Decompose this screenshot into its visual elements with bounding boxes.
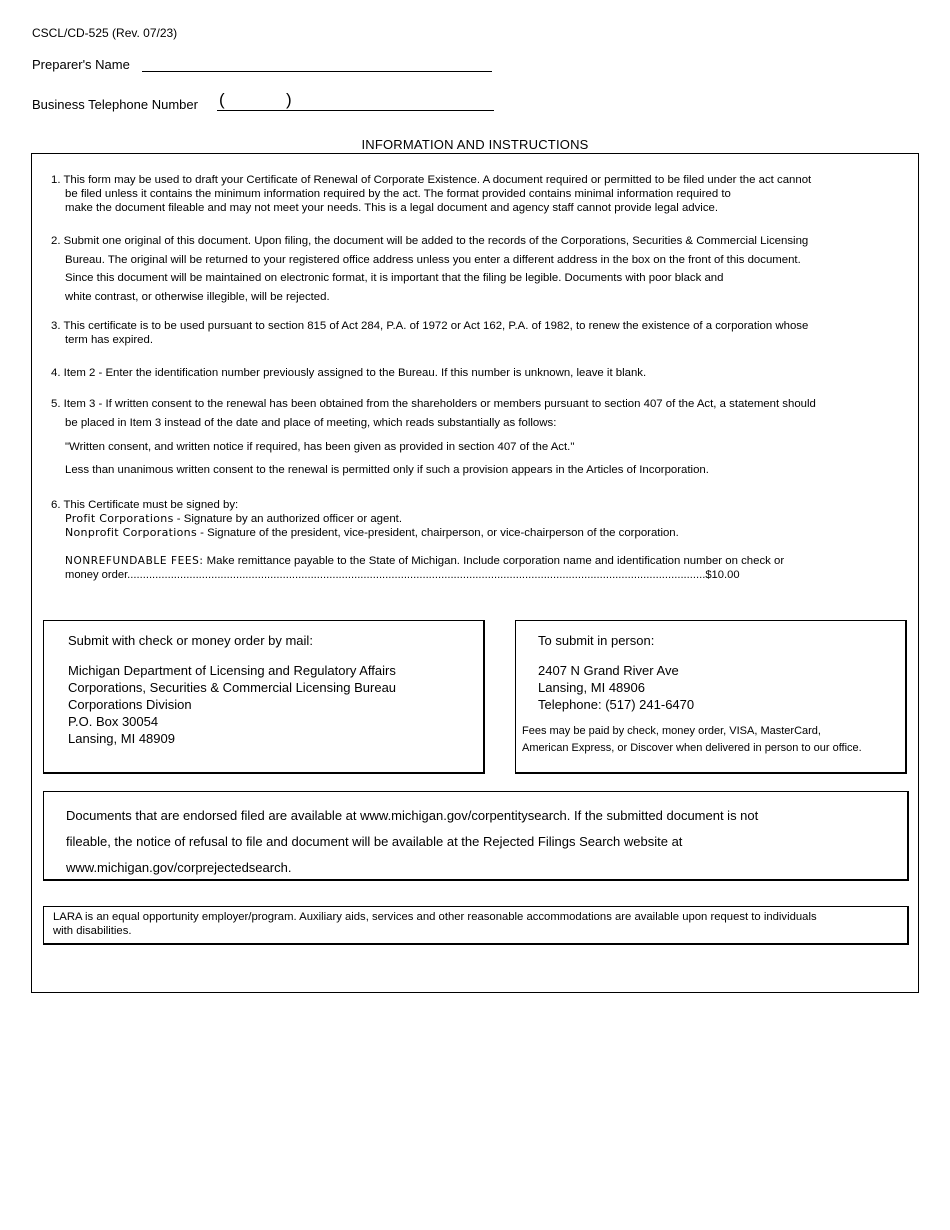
mail-submission-box [43, 620, 485, 774]
instruction-5-line: 5. Item 3 - If written consent to the renewal has been obtained from the shareholders or members pursuant to section 407 of the Act, a statement should [51, 398, 816, 410]
instruction-5-line: Less than unanimous written consent to the renewal is permitted only if such a provision appears in the Articles of Incorporation. [65, 464, 709, 476]
instruction-3-line: 3. This certificate is to be used pursuant to section 815 of Act 284, P.A. of 1972 or Act 162, P.A. of 1982, to renew the existence of a corporation whose [51, 320, 809, 332]
written-consent-statement: "Written consent, and written notice if required, has been given as provided in section 407 of the Act." [65, 441, 575, 453]
in-person-address-line: Telephone: (517) 241-6470 [538, 697, 695, 712]
mail-address-line: Lansing, MI 48909 [68, 731, 175, 746]
eeo-line: LARA is an equal opportunity employer/program. Auxiliary aids, services and other reasonable accommodations are available upon request to individuals [53, 911, 817, 923]
mail-heading: Submit with check or money order by mail: [68, 633, 313, 648]
in-person-heading: To submit in person: [538, 633, 655, 648]
instruction-1-line: be filed unless it contains the minimum information required by the act. The format provided contains minimal information required to [65, 188, 731, 200]
instruction-3 [51, 319, 808, 347]
profit-signature-rule [51, 512, 679, 526]
in-person-address [538, 662, 694, 713]
eeo-statement-box [43, 906, 909, 945]
instruction-4: 4. Item 2 - Enter the identification number previously assigned to the Bureau. If this number is unknown, leave it blank. [51, 367, 647, 379]
in-person-address-line: 2407 N Grand River Ave [538, 663, 679, 678]
eeo-statement-text [53, 910, 817, 938]
fee-amount-line: money order..........................................................................................................................................................................................$10.00 [65, 569, 740, 581]
in-person-address-line: Lansing, MI 48906 [538, 680, 645, 695]
phone-area-open: ( [219, 90, 225, 109]
instruction-2-line: Bureau. The original will be returned to your registered office address unless you enter a different address in the box on the front of this document. [65, 253, 801, 266]
endorsed-documents-box [43, 791, 909, 881]
endorsed-documents-text [66, 803, 758, 881]
profit-label: Profit Corporations [65, 512, 174, 525]
nonprofit-signature-rule [51, 526, 679, 540]
preparer-name-label: Preparer's Name [32, 57, 130, 72]
endorsed-line: www.michigan.gov/corprejectedsearch. [66, 860, 292, 875]
fees-label: NONREFUNDABLE FEES: [65, 555, 204, 567]
section-title: INFORMATION AND INSTRUCTIONS [361, 137, 589, 152]
phone-label: Business Telephone Number [32, 97, 198, 112]
eeo-line: with disabilities. [53, 925, 132, 937]
endorsed-line: fileable, the notice of refusal to file and document will be available at the Rejected Filings Search website at [66, 834, 683, 849]
profit-text: - Signature by an authorized officer or agent. [173, 513, 402, 525]
instruction-2-line: white contrast, or otherwise illegible, will be rejected. [65, 291, 330, 304]
instruction-2-line: Since this document will be maintained on electronic format, it is important that the filing be legible. Documents with poor black and [65, 272, 724, 285]
instruction-5 [51, 397, 816, 477]
mail-address-line: Michigan Department of Licensing and Regulatory Affairs [68, 663, 396, 678]
instruction-6 [51, 498, 679, 540]
mail-address-line: P.O. Box 30054 [68, 714, 159, 729]
instruction-1-line: 1. This form may be used to draft your Certificate of Renewal of Corporate Existence. A document required or permitted to be filed under the act cannot [51, 174, 812, 186]
in-person-box [515, 620, 907, 774]
nonprofit-text: - Signature of the president, vice-president, chairperson, or vice-chairperson of the corporation. [196, 527, 679, 539]
fees-section [65, 554, 865, 582]
instruction-1 [51, 173, 811, 215]
instruction-5-line: be placed in Item 3 instead of the date and place of meeting, which reads substantially as follows: [65, 417, 557, 429]
fees-text: Make remittance payable to the State of Michigan. Include corporation name and identification number on check or [203, 555, 785, 567]
instruction-1-line: make the document fileable and may not meet your needs. This is a legal document and agency staff cannot provide legal advice. [65, 202, 719, 214]
payment-note-line: American Express, or Discover when delivered in person to our office. [522, 742, 862, 754]
mail-address [68, 662, 396, 747]
mail-address-line: Corporations Division [68, 697, 192, 712]
phone-field[interactable] [217, 110, 494, 111]
instruction-2 [51, 232, 808, 307]
endorsed-line: Documents that are endorsed filed are available at www.michigan.gov/corpentitysearch. If the submitted document is not [66, 808, 759, 823]
instruction-2-line: 2. Submit one original of this document. Upon filing, the document will be added to the records of the Corporations, Securities & Commercial Licensing [51, 235, 809, 247]
instruction-6-intro: 6. This Certificate must be signed by: [51, 499, 239, 511]
form-id: CSCL/CD-525 (Rev. 07/23) [32, 26, 178, 40]
instruction-3-line: term has expired. [65, 334, 153, 346]
payment-note-line: Fees may be paid by check, money order, VISA, MasterCard, [522, 725, 821, 737]
mail-address-line: Corporations, Securities & Commercial Licensing Bureau [68, 680, 397, 695]
preparer-name-field[interactable] [142, 71, 492, 72]
phone-area-close: ) [286, 90, 292, 109]
nonprofit-label: Nonprofit Corporations [65, 526, 197, 539]
payment-note [522, 723, 862, 757]
